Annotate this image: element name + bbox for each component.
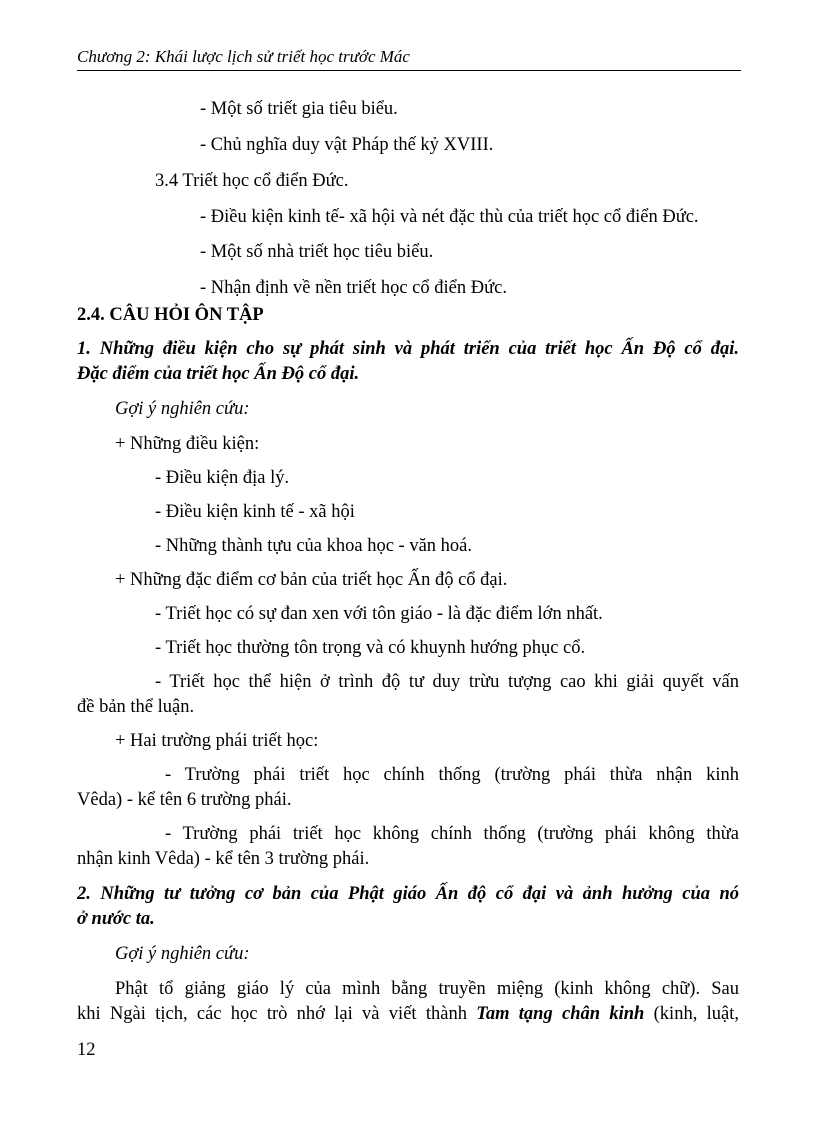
question-2-title: 2. Những tư tưởng cơ bản của Phật giáo Ấn độ cổ đại và ảnh hưởng của nó [77, 884, 739, 904]
list-item: - Trường phái triết học chính thống (trường phái thừa nhận kinh [165, 765, 739, 785]
question-1-title: 1. Những điều kiện cho sự phát sinh và phát triển của triết học Ấn Độ cổ đại. [77, 339, 739, 359]
list-item: - Những thành tựu của khoa học - văn hoá. [155, 536, 472, 556]
list-item: - Điều kiện kinh tế - xã hội [155, 502, 355, 522]
paragraph-text: khi Ngài tịch, các học trò nhớ lại và viết thành [77, 1004, 477, 1024]
list-item: - Nhận định về nền triết học cổ điển Đức. [200, 278, 507, 298]
list-item: - Triết học thường tôn trọng và có khuynh hướng phục cổ. [155, 638, 586, 658]
list-item: - Chủ nghĩa duy vật Pháp thế kỷ XVIII. [200, 135, 494, 155]
section-heading: 2.4. CÂU HỎI ÔN TẬP [77, 305, 264, 325]
research-hint: Gợi ý nghiên cứu: [115, 399, 250, 419]
research-hint: Gợi ý nghiên cứu: [115, 944, 250, 964]
list-item-cont: nhận kinh Vêda) - kể tên 3 trường phái. [77, 849, 370, 869]
list-item: - Một số triết gia tiêu biểu. [200, 99, 398, 119]
list-item: + Những đặc điểm cơ bản của triết học Ấn độ cổ đại. [115, 570, 508, 590]
page-header: Chương 2: Khái lược lịch sử triết học trước Mác [77, 46, 741, 71]
list-item: - Điều kiện địa lý. [155, 468, 290, 488]
list-item: - Trường phái triết học không chính thống (trường phái không thừa [165, 824, 739, 844]
page-number: 12 [77, 1040, 96, 1060]
list-item-cont: Vêda) - kể tên 6 trường phái. [77, 790, 292, 810]
list-item-cont: đề bản thể luận. [77, 697, 195, 717]
paragraph-text: (kinh, luật, [644, 1004, 739, 1024]
list-item: - Triết học có sự đan xen với tôn giáo - là đặc điểm lớn nhất. [155, 604, 603, 624]
subsection-title: 3.4 Triết học cổ điển Đức. [155, 171, 349, 191]
list-item: - Triết học thể hiện ở trình độ tư duy trừu tượng cao khi giải quyết vấn [155, 672, 739, 692]
list-item: + Hai trường phái triết học: [115, 731, 319, 751]
paragraph-line: Phật tổ giảng giáo lý của mình bằng truyền miệng (kinh không chữ). Sau [115, 979, 739, 999]
question-2-title-cont: ở nước ta. [77, 909, 155, 929]
paragraph-line [77, 1002, 739, 1026]
list-item: + Những điều kiện: [115, 434, 260, 454]
question-1-title-cont: Đặc điểm của triết học Ấn Độ cổ đại. [77, 364, 360, 384]
emphasized-term: Tam tạng chân kinh [476, 1004, 645, 1024]
list-item: - Điều kiện kinh tế- xã hội và nét đặc thù của triết học cổ điển Đức. [200, 207, 699, 227]
list-item: - Một số nhà triết học tiêu biểu. [200, 242, 434, 262]
